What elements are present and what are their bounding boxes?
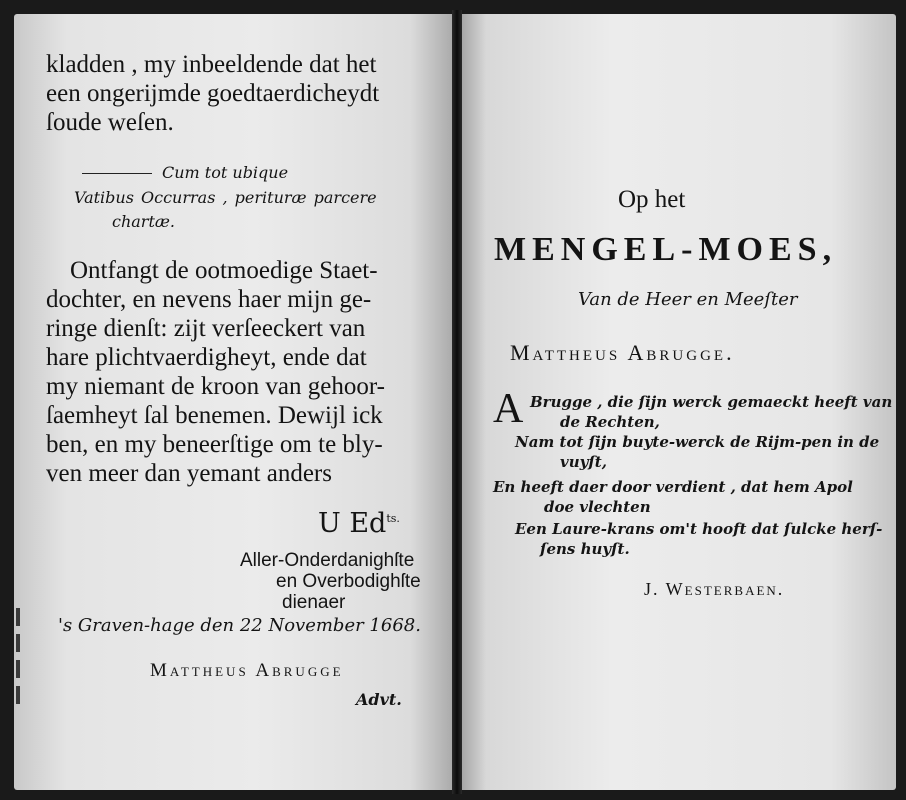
paragraph-line-4: hare plichtvaerdigheyt, ende dat [46, 344, 367, 371]
closing-line-3: dienaer [282, 592, 346, 613]
latin-quote-line-1 [82, 163, 288, 182]
signature: Mattheus Abrugge [150, 660, 344, 681]
verse-line-5: En heeft daer door verdient , dat hem Apol [493, 478, 853, 496]
closing-line-1: Aller-Onderdanighſte [240, 550, 415, 571]
salutation-text: U Ed [318, 508, 387, 539]
salutation [318, 508, 400, 539]
paragraph-line-5: my niemant de kroon van gehoor- [46, 373, 385, 400]
paragraph-line-3: ringe dienſt: zijt verſeeckert van [46, 315, 366, 342]
left-line-3: ſoude weſen. [46, 109, 174, 136]
dedicatee-name: Mattheus Abrugge. [510, 340, 735, 365]
heading-title: MENGEL-MOES, [494, 231, 838, 268]
signature-title: Advt. [356, 690, 402, 709]
verse-line-3: Nam tot ſijn buyte-werck de Rijm-pen in de [515, 433, 880, 451]
book-gutter [452, 10, 462, 794]
left-line-1: kladden , my inbeeldende dat het [46, 51, 377, 78]
paragraph-line-8: ven meer dan yemant anders [46, 460, 332, 487]
verse-author: J. Westerbaen. [644, 579, 785, 599]
verse-line-8: ſens huyſt. [540, 540, 630, 558]
left-line-2: een ongerijmde goedtaerdicheydt [46, 80, 380, 107]
closing-line-2: en Overbodighſte [276, 571, 421, 592]
verse-line-1: Brugge , die ſijn werck gemaeckt heeft van [530, 393, 893, 411]
verse-line-6: doe vlechten [544, 498, 651, 516]
paragraph-line-7: ben, en my beneerſtige om te bly- [46, 431, 383, 458]
paragraph-line-1: Ontfangt de ootmoedige Staet- [70, 257, 378, 284]
verse-line-7: Een Laure-krans om't hooft dat ſulcke herſ- [515, 520, 883, 538]
verse-line-2: de Rechten, [560, 413, 660, 431]
paragraph-line-2: dochter, en nevens haer mijn ge- [46, 286, 372, 313]
drop-cap: A [493, 386, 524, 432]
heading-small: Op het [618, 186, 686, 213]
paragraph-line-6: ſaemheyt ſal benemen. Dewijl ick [46, 402, 383, 429]
latin-quote-text-1: Cum tot ubique [162, 163, 289, 182]
quote-dash [82, 173, 152, 174]
page-edge-marks [16, 600, 26, 720]
latin-quote-line-2: Vatibus Occurras , perituræ parcere [74, 188, 377, 207]
subheading: Van de Heer en Meeſter [578, 289, 798, 310]
date-line: 's Graven-hage den 22 November 1668. [58, 615, 421, 636]
salutation-superscript: ts. [386, 512, 400, 525]
latin-quote-line-3: chartæ. [112, 212, 176, 231]
verse-line-4: vuyſt, [560, 453, 607, 471]
